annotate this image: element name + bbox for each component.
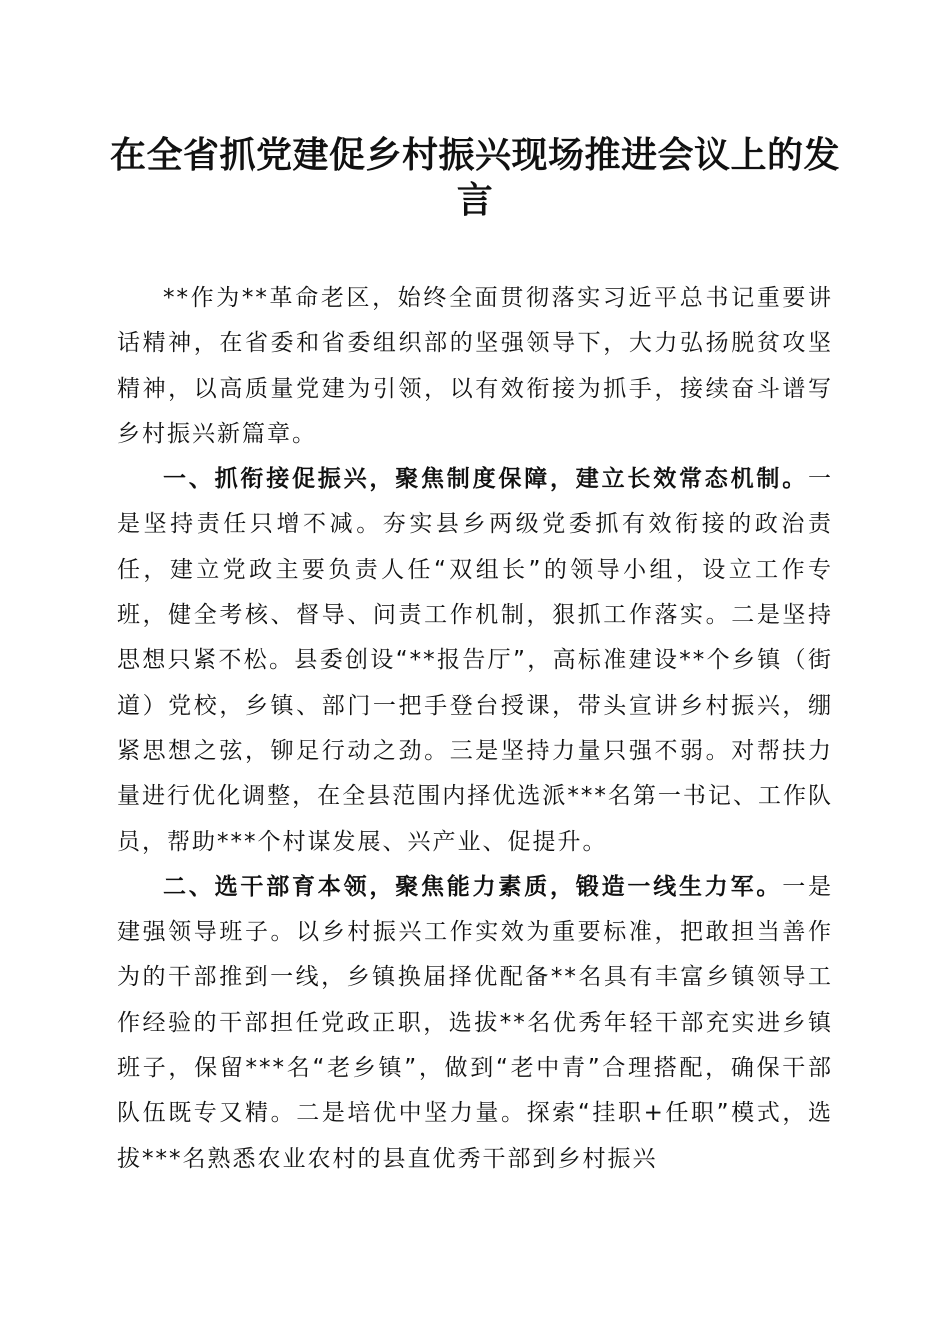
paragraph-section-2 [117,865,833,1182]
paragraph-text: 一是坚持责任只增不减。夯实县乡两级党委抓有效衔接的政治责任，建立党政主要负责人任“双组长”的领导小组，设立工作专班，健全考核、督导、问责工作机制，狠抓工作落实。二是坚持思想只紧不松。县委创设“**报告厅”，高标准建设**个乡镇（街道）党校，乡镇、部门一把手登台授课，带头宣讲乡村振兴，绷紧思想之弦，铆足行动之劲。三是坚持力量只强不弱。对帮扶力量进行优化调整，在全县范围内择优选派***名第一书记、工作队员，帮助***个村谋发展、兴产业、促提升。 [117,466,833,855]
paragraph-text: 一是建强领导班子。以乡村振兴工作实效为重要标准，把敢担当善作为的干部推到一线，乡镇换届择优配备**名具有丰富乡镇领导工作经验的干部担任党政正职，选拔**名优秀年轻干部充实进乡镇班子，保留***名“老乡镇”，做到“老中青”合理搭配，确保干部队伍既专又精。二是培优中坚力量。探索“挂职+任职”模式，选拔***名熟悉农业农村的县直优秀干部到乡村振兴 [117,873,834,1172]
document-title: 在全省抓党建促乡村振兴现场推进会议上的发言 [110,134,841,221]
document-body [117,276,833,1182]
section-heading: 二、选干部育本领，聚焦能力素质，锻造一线生力军。 [163,873,783,900]
paragraph-text: **作为**革命老区，始终全面贯彻落实习近平总书记重要讲话精神，在省委和省委组织部的坚强领导下，大力弘扬脱贫攻坚精神，以高质量党建为引领，以有效衔接为抓手，接续奋斗谱写乡村振兴新篇章。 [117,285,833,447]
paragraph-intro [117,276,833,457]
section-heading: 一、抓衔接促振兴，聚焦制度保障，建立长效常态机制。 [163,466,808,493]
paragraph-section-1 [117,457,833,865]
